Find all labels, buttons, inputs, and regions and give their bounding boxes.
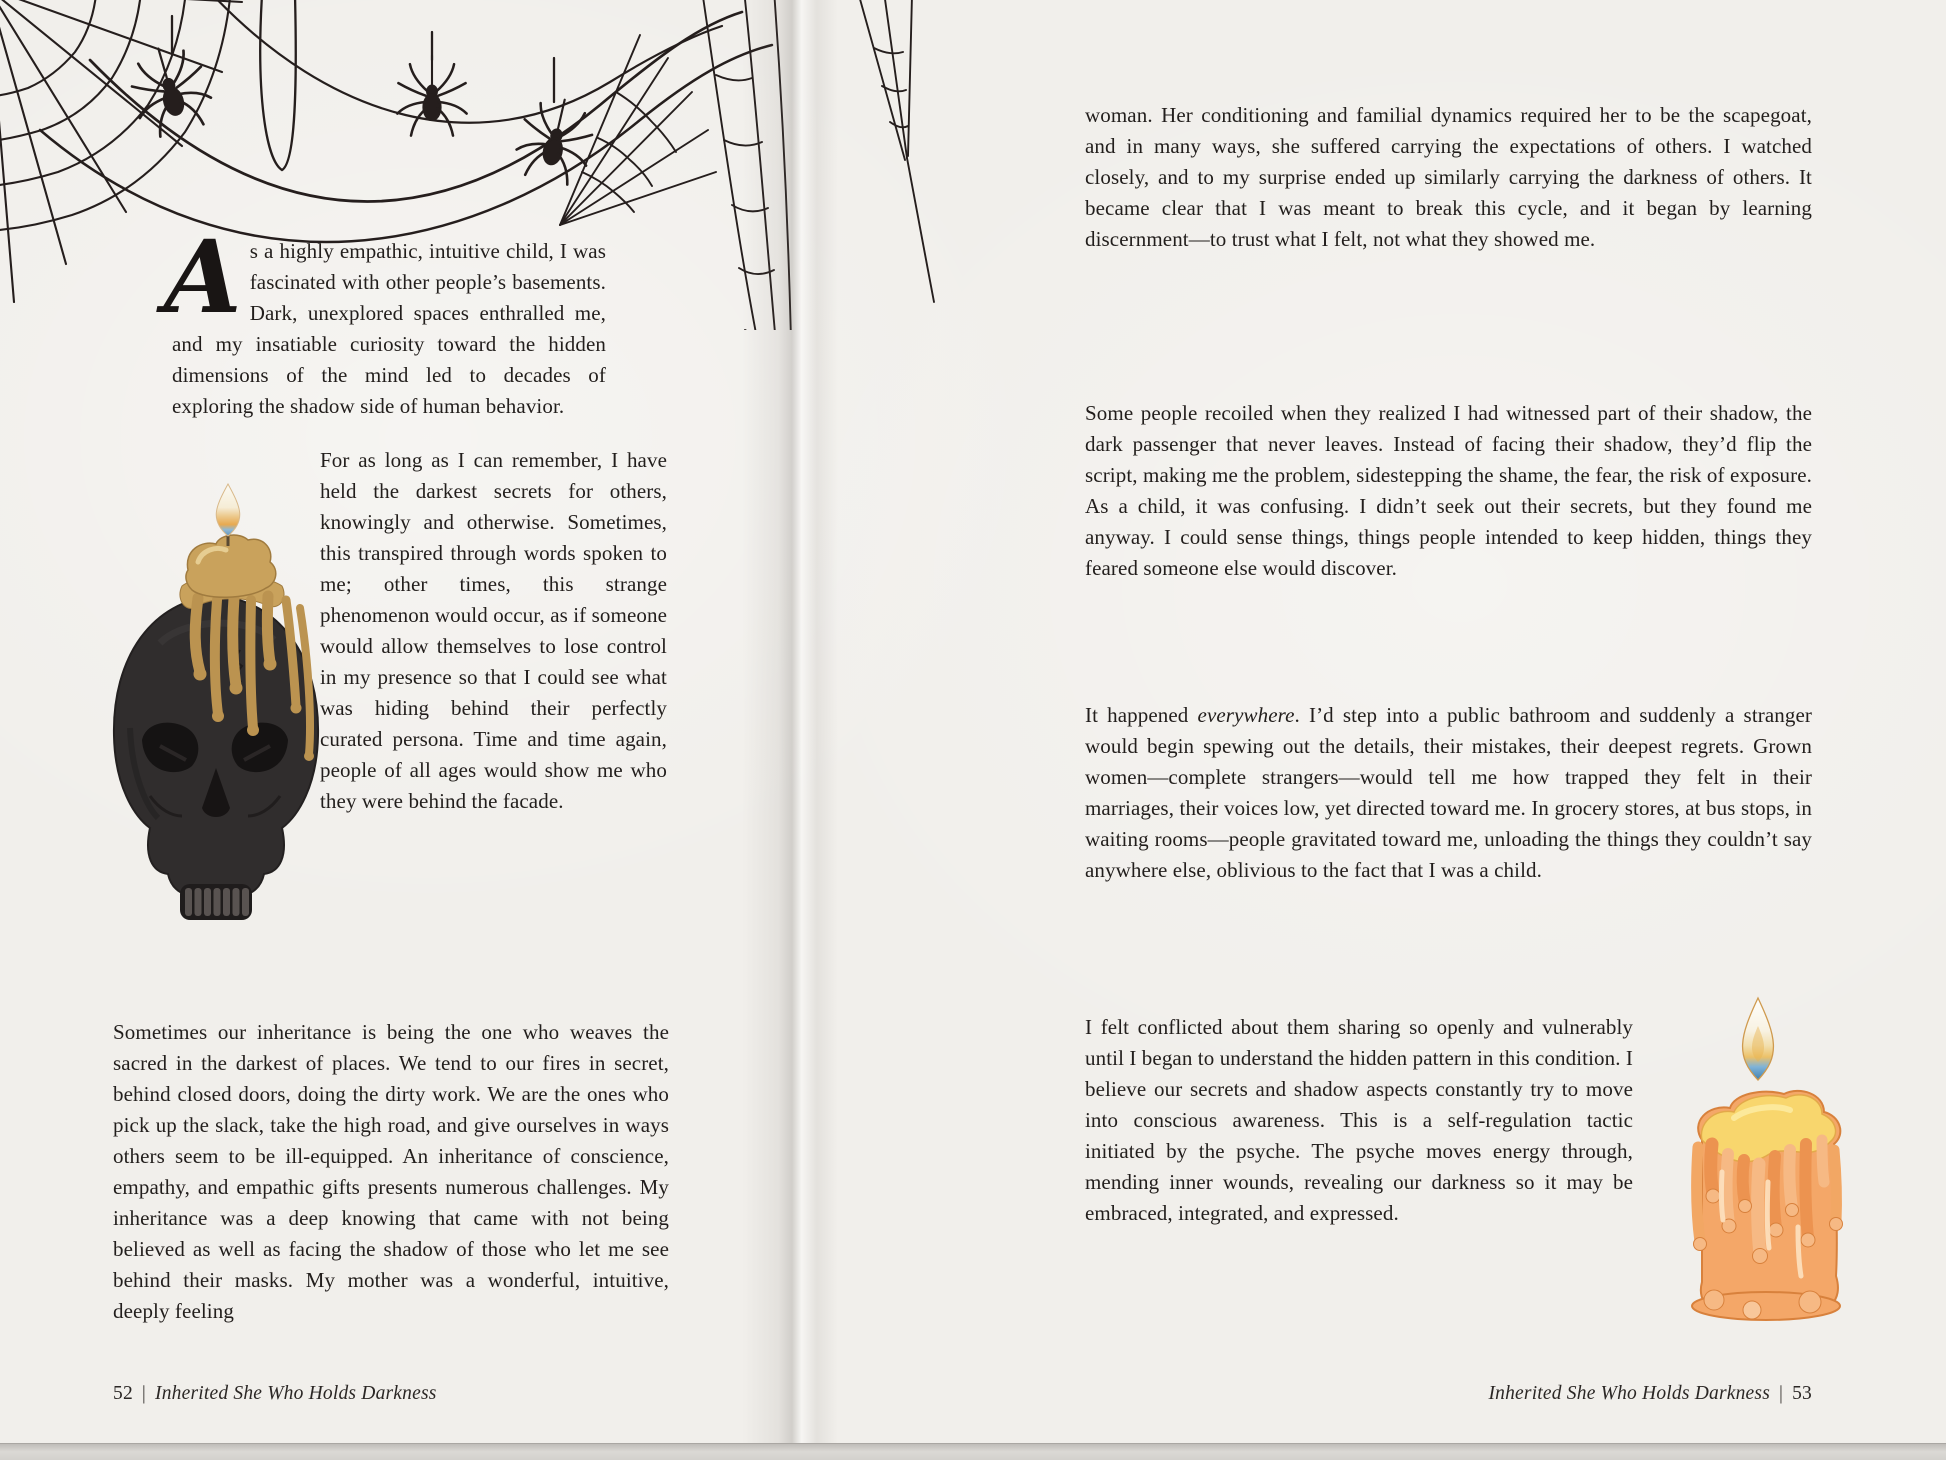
footer-separator: |	[141, 1383, 147, 1404]
body-paragraph: I felt conflicted about them sharing so openly and vulnerably until I began to understand the hidden pattern in this condition. I believe our secrets and shadow aspects constantly try to move into conscious awareness. This is a self-regulation tactic initiated by the psyche. The psyche moves energy through, mending inner wounds, revealing our darkness so it may be embraced, integrated, and expressed.	[1085, 1015, 1633, 1225]
body-paragraph: Sometimes our inheritance is being the one who weaves the sacred in the darkest of places. We tend to our fires in secret, behind closed doors, doing the dirty work. We are the ones who pick up the slack, take the high road, and give ourselves in ways others seem to be ill-equipped. An inheritance of conscience, empathy, and empathic gifts presents numerous challenges. My inheritance was a deep knowing that came with not being believed as well as facing the shadow of those who let me see behind their masks. My mother was a wonderful, intuitive, deeply feeling	[113, 1020, 669, 1323]
book-gutter-shadow	[742, 0, 838, 1445]
running-title: Inherited She Who Holds Darkness	[1488, 1383, 1770, 1404]
skull-candle-illustration	[90, 478, 340, 948]
running-title: Inherited She Who Holds Darkness	[155, 1383, 437, 1404]
emphasized-word: everywhere	[1197, 703, 1295, 727]
page-number: 52	[113, 1383, 133, 1404]
paragraph-text: . I’d step into a public bathroom and suddenly a stranger would begin spewing out the details, their mistakes, their deepest regrets. Grown women—complete strangers—would tell me how trapped they felt in their marriages, their voices low, yet directed toward me. In grocery stores, at bus stops, in waiting rooms—people gravitated toward me, unloading the things they couldn’t say anywhere else, oblivious to the fact that I was a child.	[1085, 703, 1812, 882]
spider-icon	[123, 38, 218, 140]
body-paragraph	[164, 218, 606, 422]
page-bottom-edge	[0, 1443, 1946, 1460]
body-paragraph: For as long as I can remember, I have held the darkest secrets for others, knowingly and otherwise. Sometimes, this transpired through words spoken to me; other times, this strange phenomenon would occur, as if someone would allow themselves to lose control in my presence so that I could see what was hiding behind their perfectly curated persona. Time and time again, people of all ages would show me who they were behind the facade.	[320, 448, 667, 813]
body-paragraph	[1085, 700, 1812, 886]
spider-icon	[397, 56, 466, 136]
body-paragraph: Some people recoiled when they realized I had witnessed part of their shadow, the dark passenger that never leaves. Instead of facing their shadow, they’d flip the script, making me the problem, sidestepping the shame, the fear, the risk of exposure. As a child, it was confusing. I didn’t seek out their secrets, but they found me anyway. I could sense things, things people intended to keep hidden, things they feared someone else would discover.	[1085, 401, 1812, 580]
paragraph-text: It happened	[1085, 703, 1198, 727]
body-paragraph: woman. Her conditioning and familial dynamics required her to be the scapegoat, and in many ways, she suffered carrying the expectations of others. I watched closely, and to my surprise ended up similarly carrying the darkness of others. It became clear that I was meant to break this cycle, and it began by learning discernment—to trust what I felt, not what they showed me.	[1085, 103, 1812, 251]
paragraph-text: s a highly empathic, intuitive child, I was fascinated with other people’s basements. Dark, unexplored spaces enthralled me, and my insatiable curiosity toward the hidden dimensions of the mind led to decades of exploring the shadow side of human behavior.	[172, 239, 606, 418]
page-number: 53	[1792, 1383, 1812, 1404]
footer-separator: |	[1778, 1383, 1784, 1404]
page-footer-right	[1085, 1383, 1812, 1405]
spider-icon	[511, 92, 599, 188]
page-footer-left	[113, 1383, 437, 1405]
drop-cap: A	[164, 218, 242, 336]
melting-candle-illustration	[1638, 992, 1883, 1322]
